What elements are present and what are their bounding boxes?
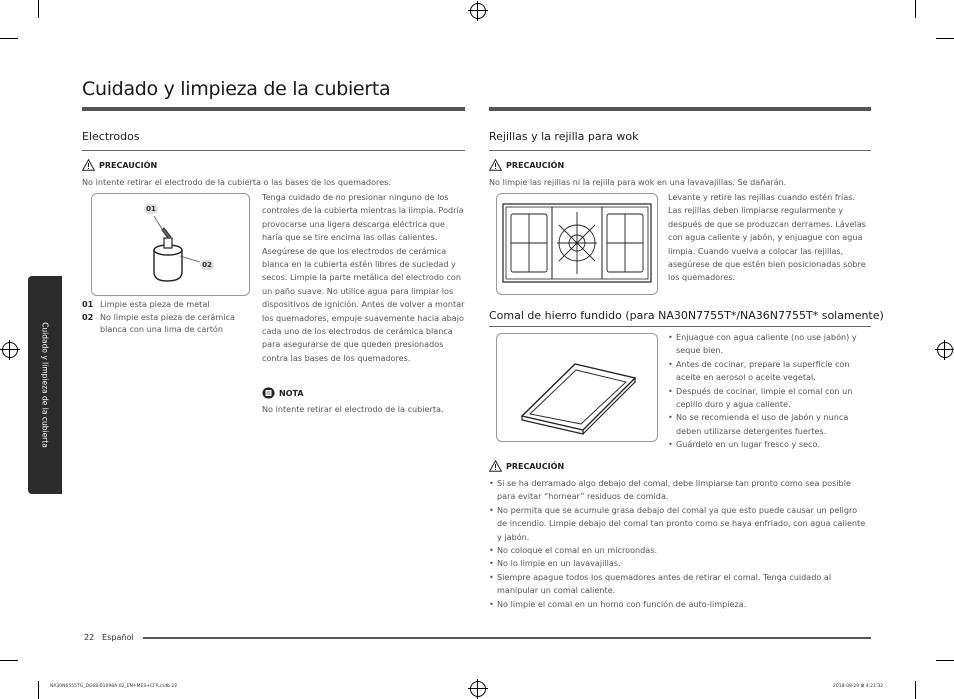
griddle-care-list bbox=[668, 331, 872, 452]
grates-illustration bbox=[496, 193, 658, 295]
registration-mark-icon bbox=[937, 342, 953, 358]
registration-mark-icon bbox=[470, 681, 486, 697]
list-item: • No permita que se acumule grasa debajo del comal ya que esto puede causar un peligro de incendio. Limpie debajo del comal tan pronto como se haya enfriado, con agua caliente y jabón. bbox=[489, 504, 867, 544]
list-item: • No limpie el comal en un horno con función de auto-limpieza. bbox=[489, 598, 867, 611]
registration-mark-icon bbox=[470, 3, 486, 19]
grates-image bbox=[497, 194, 657, 294]
registration-mark-icon bbox=[2, 342, 18, 358]
electrode-image bbox=[92, 194, 249, 295]
list-item: • No lo limpie en un lavavajillas. bbox=[489, 557, 867, 570]
caution-text: No limpie las rejillas ni la rejilla para wok en una lavavajillas. Se dañarán. bbox=[489, 177, 787, 187]
page-language: Español bbox=[102, 632, 134, 642]
heading-rejillas: Rejillas y la rejilla para wok bbox=[489, 130, 639, 143]
heading-comal: Comal de hierro fundido (para NA30N7755T*/NA36N7755T* solamente) bbox=[489, 309, 884, 322]
griddle-illustration bbox=[496, 333, 658, 442]
griddle-image bbox=[497, 334, 657, 441]
section-rule-right bbox=[489, 107, 871, 111]
list-item: • Enjuague con agua caliente (no use jabón) y seque bien. bbox=[668, 331, 872, 358]
caution-label: PRECAUCIÓN bbox=[489, 159, 564, 171]
legend bbox=[82, 298, 252, 336]
list-item: • Si se ha derramado algo debajo del comal, debe limpiarse tan pronto como sea posible para evitar “hornear” residuos de comida. bbox=[489, 477, 867, 504]
list-item: • Antes de cocinar, prepare la superficie con aceite en aerosol o aceite vegetal. bbox=[668, 358, 872, 385]
list-item: • No coloque el comal en un microondas. bbox=[489, 544, 867, 557]
side-tab bbox=[28, 276, 62, 494]
warning-icon bbox=[82, 159, 95, 171]
caution-label: PRECAUCIÓN bbox=[489, 460, 564, 472]
timestamp: 2018-08-29 ⊞ 4:21:32 bbox=[833, 684, 884, 689]
caution-text: No intente retirar el electrodo de la cubierta o las bases de los quemadores. bbox=[82, 177, 391, 187]
list-item: • No se recomienda el uso de jabón y nunca deben utilizarse detergentes fuertes. bbox=[668, 411, 872, 438]
note-text: No intente retirar el electrodo de la cubierta. bbox=[262, 404, 444, 414]
note-label: NOTA bbox=[262, 387, 304, 399]
list-item: • Después de cocinar, limpie el comal con un cepillo duro y agua caliente. bbox=[668, 385, 872, 412]
divider bbox=[489, 326, 871, 327]
page-number: 22 bbox=[84, 632, 95, 642]
divider bbox=[489, 150, 871, 151]
callout-01: 01 bbox=[144, 204, 158, 214]
side-tab-label: Cuidado y limpieza de la cubierta bbox=[40, 322, 50, 448]
legend-item: 02 No limpie esta pieza de cerámica blanca con una lima de cartón bbox=[82, 311, 235, 335]
electrode-illustration bbox=[91, 193, 250, 296]
list-item: • Guárdelo en un lugar fresco y seco. bbox=[668, 438, 872, 451]
heading-electrodos: Electrodos bbox=[82, 130, 140, 143]
warning-icon bbox=[489, 460, 502, 472]
footer-rule bbox=[143, 637, 871, 639]
legend-item: 01 Limpie esta pieza de metal bbox=[82, 299, 210, 309]
section-rule-left bbox=[82, 107, 465, 111]
grates-text: Levante y retire las rejillas cuando estén frías. Las rejillas deben limpiarse regularmente y después de que se produzcan derrames. Lávelas con agua caliente y jabón, y enjuague con agua limpia. Cuando vuelva a colocar las rejillas, asegúrese de que estén bien posicionadas sobre los quemadores. bbox=[668, 192, 866, 283]
griddle-caution-list bbox=[489, 477, 867, 611]
list-item: • Siempre apague todos los quemadores antes de retirar el comal. Tenga cuidado al manipular un comal caliente. bbox=[489, 571, 867, 598]
callout-02: 02 bbox=[200, 260, 214, 270]
page-number-row bbox=[84, 631, 134, 644]
note-icon bbox=[262, 387, 275, 399]
file-info: NA30N6555TG_DG68-01098A-02_EN+MES+CFR.indb 22 bbox=[50, 684, 178, 689]
page-title: Cuidado y limpieza de la cubierta bbox=[82, 78, 391, 100]
caution-label: PRECAUCIÓN bbox=[82, 159, 157, 171]
divider bbox=[82, 150, 465, 151]
electrode-body-text: Tenga cuidado de no presionar ninguno de los controles de la cubierta mientras la limpia. Podría provocarse una ligera descarga eléctrica que haría que se tire encima las ollas calientes. Asegúrese de que los electrodos de cerámica blanca en la cubierta estén libres de suciedad y secos. Limpie la parte metálica del electrodo con un paño suave. No utilice agua para limpiar los dispositivos de ignición. Antes de volver a montar los quemadores, empuje suavemente hacia abajo cada uno de los electrodos de cerámica blanca para asegurarse de que queden presionados contra las bases de los quemadores. bbox=[262, 192, 465, 363]
warning-icon bbox=[489, 159, 502, 171]
